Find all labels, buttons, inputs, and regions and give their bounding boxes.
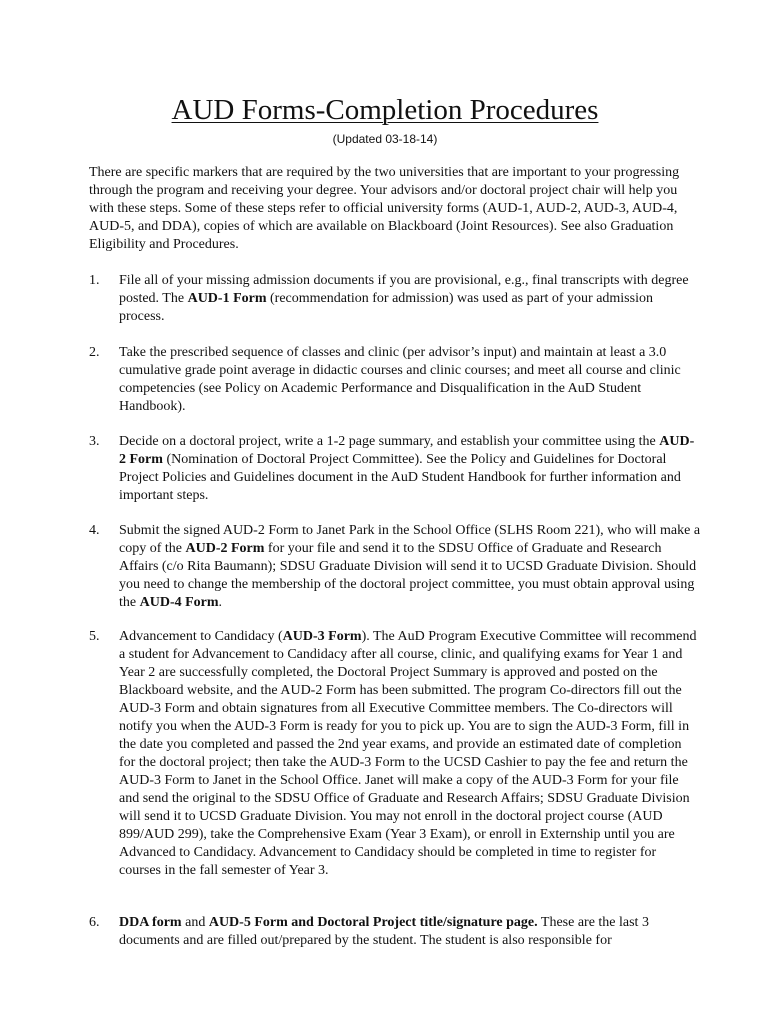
page-title: AUD Forms-Completion Procedures (171, 94, 599, 126)
item-text (119, 628, 701, 880)
text-run: for your file and send it to the SDSU Office of Graduate and Research Affairs (c/o Rita Baumann); SDSU Graduate Division will send it to UCSD Graduate Division. Should you need to change the membership of the doctoral project committee, you must obtain approval using the (119, 541, 697, 610)
item-number: 6. (89, 915, 100, 930)
text-run: Decide on a doctoral project, write a 1-2 page summary, and establish your committee using the (119, 434, 660, 449)
bold-form-name: AUD-1 Form (187, 291, 267, 306)
item-text (119, 433, 701, 505)
bold-form-name: AUD-3 Form (282, 629, 362, 644)
list-item-2 (89, 344, 699, 416)
list-item-6 (89, 914, 699, 950)
bold-form-name: AUD-5 Form and Doctoral Project title/signature page. (208, 915, 538, 930)
text-run: ). The AuD Program Executive Committee will recommend a student for Advancement to Candidacy after all course, clinic, and qualifying exams for Year 1 and Year 2 are successfully completed, the Doctoral Project Summary is approved and posted on the Blackboard website, and the AUD-2 Form has been submitted. The program Co-directors fill out the AUD-3 Form and obtain signatures from all Executive Committee members. The Co-directors will notify you when the AUD-3 Form is ready for you to pick up. You are to sign the AUD-3 Form, fill in the date you completed and passed the 2nd year exams, and provide an estimated date of completion for the doctoral project; then take the AUD-3 Form to the UCSD Cashier to pay the fee and return the AUD-3 Form to Janet in the School Office. Janet will make a copy of the AUD-3 Form for your file and send the original to the SDSU Office of Graduate and Research Affairs; SDSU Graduate Division will send it to UCSD Graduate Division. You may not enroll in the doctoral project course (AUD 899/AUD 299), take the Comprehensive Exam (Year 3 Exam), or enroll in Externship until you are Advanced to Candidacy. Advancement to Candidacy should be completed in time to register for courses in the fall semester of Year 3. (119, 629, 697, 878)
bold-form-name: AUD-2 Form (119, 434, 695, 467)
text-run: and (181, 915, 209, 930)
text-run: File all of your missing admission documents if you are provisional, e.g., final transcripts with degree posted. The (119, 273, 689, 306)
text-run: . (218, 595, 223, 610)
item-text (119, 272, 701, 326)
item-number: 5. (89, 629, 100, 644)
bold-form-name: DDA form (119, 915, 182, 930)
list-item-4 (89, 522, 699, 612)
item-text (119, 522, 701, 612)
text-run: (recommendation for admission) was used as part of your admission process. (119, 291, 653, 324)
text-run: These are the last 3 documents and are filled out/prepared by the student. The student is also responsible for (119, 915, 649, 948)
bold-form-name: AUD-2 Form (185, 541, 265, 556)
text-run: Advancement to Candidacy ( (119, 629, 283, 644)
list-item-3 (89, 433, 699, 505)
text-run: Submit the signed AUD-2 Form to Janet Park in the School Office (SLHS Room 221), who will make a copy of the (119, 523, 701, 556)
item-text (119, 344, 701, 416)
text-run: (Nomination of Doctoral Project Committee). See the Policy and Guidelines for Doctoral Project Policies and Guidelines document in the AuD Student Handbook for further information and important steps. (119, 452, 681, 503)
bold-form-name: AUD-4 Form (139, 595, 219, 610)
text-run: Take the prescribed sequence of classes and clinic (per advisor’s input) and maintain at least a 3.0 cumulative grade point average in didactic courses and clinic courses; and meet all course and clinic competencies (see Policy on Academic Performance and Disqualification in the AuD Student Handbook). (119, 345, 681, 414)
item-number: 3. (89, 434, 100, 449)
item-text (119, 914, 701, 950)
item-number: 1. (89, 273, 100, 288)
updated-date: (Updated 03-18-14) (332, 132, 438, 146)
list-item-1 (89, 272, 699, 326)
list-item-5 (89, 628, 699, 880)
item-number: 2. (89, 345, 100, 360)
intro-paragraph: There are specific markers that are required by the two universities that are important to your progressing through the program and receiving your degree. Your advisors and/or doctoral project chair will help you with these steps. Some of these steps refer to official university forms (AUD-1, AUD-2, AUD-3, AUD-4, AUD-5, and DDA), copies of which are available on Blackboard (Joint Resources). See also Graduation Eligibility and Procedures. (89, 165, 680, 252)
item-number: 4. (89, 523, 100, 538)
